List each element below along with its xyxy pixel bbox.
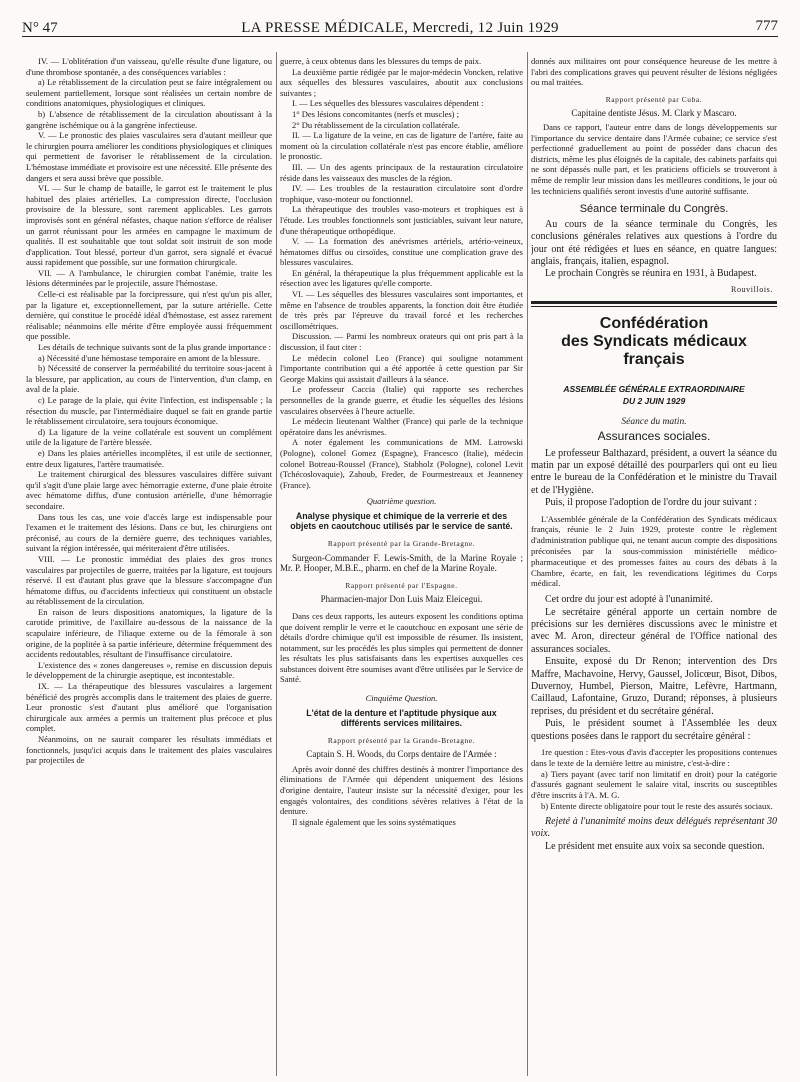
paragraph: En général, la thérapeutique la plus fréquemment applicable est la résection avec les ligatures qu'elle comporte. [280, 267, 523, 289]
paragraph: b) L'absence de rétablissement de la circulation aboutissant à la gangrène ischémique ou à la gangrène infectieuse. [26, 108, 272, 130]
report-author: Capitaine dentiste Jésus. M. Clark y Mascaro. [571, 108, 737, 119]
page-number: 777 [755, 18, 778, 34]
paragraph: En raison de leurs dispositions anatomiques, la ligature de la carotide primitive, de l'axillaire au-dessous de la naissance de la scapulaire inférieure, de l'iliaque externe ou de la fémorale à son origine, de la poplitée à sa partie inférieure, détermine fréquemment des accidents redoutables, résultant de l'insuffisance circulatoire. [26, 606, 272, 660]
paragraph: III. — Un des agents principaux de la restauration circulatoire réside dans les vaisseaux des muscles de la région. [280, 161, 523, 183]
section-heading: Assurances sociales. [597, 428, 711, 443]
report-origin: Rapport présenté par Cuba. [605, 94, 703, 104]
column-1 [26, 56, 272, 1074]
paragraph: IV. — Les troubles de la restauration circulatoire sont d'ordre trophique, vaso-moteur ou fonctionnel. [280, 183, 523, 204]
paragraph: Le professeur Caccia (Italie) qui rapporte ses recherches personnelles de la grande guerre, et étudie les séquelles des lésions vasculaires observées à l'heure actuelle. [280, 384, 523, 416]
motion-text: L'Assemblée générale de la Confédération des Syndicats médicaux français, réunie le 2 Juin 1929, proteste contre le règlement d'administration publique qui, ne tenant aucun compte des dispositions préconisées par la sous-commission ministérielle médico-pharmaceutique et des promesses faites au cours des débats à la Chambre, écarte, en fait, les revendications légitimes du Corps médical. [531, 513, 777, 589]
paragraph: Le médecin lieutenant Walther (France) qui parle de la technique opératoire dans les anévrismes. [280, 416, 523, 437]
journal-title: LA PRESSE MÉDICALE, Mercredi, 12 Juin 1929 [241, 20, 559, 36]
paragraph: Néanmoins, on ne saurait comparer les résultats immédiats et fonctionnels, jusqu'ici acquis dans le traitement des plaies vasculaires par projectiles de [26, 734, 272, 766]
paragraph: Le médecin colonel Leo (France) qui souligne notamment l'importante contribution qui a été apportée à cette question par Sir George Makins qui assistait d'ailleurs à la séance. [280, 352, 523, 384]
paragraph: Celle-ci est réalisable par la forcipressure, qui n'est qu'un pis aller, par la ligature et, exceptionnellement, par la suture artérielle. Cette dernière, qui constitue le procédé idéal d'hémostase, est assez rarement réalisable; néanmoins elle mérite d'être employée aussi fréquemment que possible. [26, 289, 272, 342]
paragraph: Dans tous les cas, une voie d'accès large est indispensable pour l'examen et le traitement des lésions. Dans ce but, les chirurgiens ont préconisé, au cours de la dernière guerre, des techniques variables, suivant la région intéressée, qui mériteraient d'être utilisées. [26, 511, 272, 554]
assembly-date: DU 2 JUIN 1929 [622, 396, 686, 407]
paragraph: L'existence des « zones dangereuses », remise en discussion depuis le développement de la chirurgie aseptique, est incontestable. [26, 659, 272, 681]
paragraph: II. — La ligature de la veine, en cas de ligature de l'artère, faite au moment où la circulation collatérale n'est pas encore établie, améliore le pronostic. [280, 130, 523, 162]
paragraph: a) Le rétablissement de la circulation peut se faire intégralement ou seulement partiellement, lorsque sont réalisées un certain nombre de conditions anatomiques, physiologiques et cliniques. [26, 77, 272, 109]
paragraph: A noter également les communications de MM. Latrowski (Pologne), colonel Gomez (Espagne), Francesco (Italie), médecin colonel Botreau-Roussel (France), Stabholz (Pologne), colonel Levit (Tchécoslovaquie), Zahoub, Freder, de Fourmestreaux et Jeanneney (France). [280, 437, 523, 490]
paragraph: Dans ces deux rapports, les auteurs exposent les conditions optima que doivent remplir le verre et le caoutchouc en exposant une série de détails d'ordre chimique qu'il est impossible de résumer. Ils insistent, notamment, sur les procédés les plus simples qui permettent de donner les résultats les plus satisfaisants dans les expertises auxquelles ces substances doivent être soumises avant d'être utilisées par le Service de Santé. [280, 610, 523, 685]
report-author: Pharmacien-major Don Luis Maiz Eleicegui. [320, 594, 483, 605]
paragraph: Les détails de technique suivants sont de la plus grande importance : [38, 342, 271, 353]
paragraph: VI. — Sur le champ de bataille, le garrot est le traitement le plus habituel des plaies artérielles. La compression directe, l'occlusion provisoire de la blessure, sont rarement applicables. Les garrots improvisés sont en général néfastes, chaque nation s'efforce de réaliser un garrot réunissant pour les armées en campagne le maximum de qualités. Il est souhaitable que tout soldat soit instruit de son mode d'application. Tout blessé, porteur d'un garrot, sera signalé et évacué aussi rapidement que possible, sur une formation chirurgicale. [26, 183, 272, 268]
session-label: Séance du matin. [621, 417, 687, 428]
report-author: Surgeon-Commander F. Lewis-Smith, de la Marine Royale ; Mr. P. Hooper, M.B.E., pharm. en chef de la Marine Royale. [280, 552, 523, 574]
paragraph: guerre, à ceux obtenus dans les blessures du temps de paix. [280, 56, 482, 66]
column-2 [280, 56, 523, 1074]
section-heading: Analyse physique et chimique de la verrerie et des objets en caoutchouc utilisés par le service de santé. [290, 510, 513, 532]
paragraph: Discussion. — Parmi les nombreux orateurs qui ont pris part à la discussion, il faut citer : [280, 331, 523, 353]
assembly-heading: ASSEMBLÉE GÉNÉRALE EXTRAORDINAIRE [563, 384, 745, 395]
vote-result: Rejeté à l'unanimité moins deux délégués représentant 30 voix. [531, 815, 777, 840]
question-option: b) Entente directe obligatoire pour tout le reste des assurés sociaux. [541, 801, 773, 811]
paragraph: c) Le parage de la plaie, qui évite l'infection, est indispensable ; la résection du muscle, par l'intermédiaire duquel se fait en grande partie le rétablissement circulatoire, sera toujours économique. [26, 395, 272, 427]
page-header [22, 6, 778, 37]
column-divider [527, 52, 528, 1076]
question-label: Cinquième Question. [365, 693, 438, 704]
paragraph: a) Nécessité d'une hémostase temporaire en amont de la blessure. [38, 352, 260, 363]
paragraph: b) Nécessité de conserver la perméabilité du territoire sous-jacent à la blessure, par application, au cours de l'intervention, d'un clamp, en aval de la plaie. [26, 363, 272, 395]
paragraph: 1° Des lésions concomitantes (nerfs et muscles) ; [292, 108, 459, 119]
paragraph: Cet ordre du jour est adopté à l'unanimité. [545, 594, 713, 606]
section-heading: Séance terminale du Congrès. [579, 203, 729, 216]
paragraph: V. — Le pronostic des plaies vasculaires sera d'autant meilleur que le chirurgien pourra améliorer les conditions physiologiques et cliniques qui permettent de favoriser le rétablissement de la circulation. L'hémostase immédiate et provisoire est une nécessité. Elle présente des dangers et sera aussi brève que possible. [26, 130, 272, 183]
question-option: a) Tiers payant (avec tarif non limitatif en droit) pour la catégorie d'assurés gagnant seulement le salaire vital, inscrits ou susceptibles d'être inscrits à l'A. M. G. [531, 768, 777, 801]
issue-number: N° 47 [22, 20, 58, 36]
question-text: 1re question : Etes-vous d'avis d'accepter les propositions contenues dans le texte de la dernière lettre au ministre, c'est-à-dire : [531, 747, 777, 768]
paragraph: d) La ligature de la veine collatérale est souvent un complément utile de la ligature de l'artère blessée. [26, 426, 272, 448]
paragraph: Après avoir donné des chiffres destinés à montrer l'importance des éliminations de l'Armée qui dépendent uniquement des lésions d'origine dentaire, l'auteur insiste sur la nécessité d'exiger, pour les engagés volontaires, des conditions sévères relatives à l'état de la denture. [280, 763, 523, 817]
paragraph: I. — Les séquelles des blessures vasculaires dépendent : [292, 98, 484, 109]
paragraph: Dans ce rapport, l'auteur entre dans de longs développements sur l'importance du service dentaire dans l'Armée cubaine; ce service s'est perfectionné graduellement au point de posséder dans chacun des districts, même les plus éloignés de la capitale, des cabinets parfaits qui ne sont dépassés nulle part, et les praticiens officiels se trouveront à même de remplir leur mission dans les meilleures conditions, le jour où les techniciens qualifiés seront investis d'une autorité suffisante. [531, 121, 777, 196]
paragraph: Il signale également que les soins systématiques [292, 816, 456, 827]
paragraph: La thérapeutique des troubles vaso-moteurs et trophiques est à l'étude. Les troubles fonctionnels sont justiciables, suivant leur nature, d'une thérapeutique orthopédique. [280, 204, 523, 236]
paragraph: Au cours de la séance terminale du Congrès, les conclusions générales relatives aux questions à l'ordre du jour ont été rédigées et lues en séance, en quatre langues: anglais, français, italien, espagnol. [531, 218, 777, 267]
paragraph: Le professeur Balthazard, président, a ouvert la séance du matin par un exposé détaillé des pourparlers qui ont eu lieu entre le bureau de la Confédération et le ministre du Travail et de l'Hygiène. [531, 447, 777, 496]
paragraph: IV. — L'oblitération d'un vaisseau, qu'elle résulte d'une ligature, ou d'une thrombose spontanée, a des conséquences variables : [26, 56, 272, 77]
divider [531, 301, 777, 304]
column-3 [531, 56, 777, 1074]
question-label: Quatrième question. [366, 496, 437, 507]
article-subtitle: des Syndicats médicaux français [561, 333, 747, 369]
paragraph: VII. — A l'ambulance, le chirurgien combat l'anémie, traite les lésions déterminées par le projectile, assure l'hémostase. [26, 267, 272, 289]
paragraph: 2° Du rétablissement de la circulation collatérale. [292, 119, 460, 130]
paragraph: Le prochain Congrès se réunira en 1931, à Budapest. [545, 268, 757, 280]
report-origin: Rapport présenté par la Grande-Bretagne. [327, 735, 476, 745]
paragraph: V. — La formation des anévrismes artériels, artério-veineux, hématomes diffus ou cirsoïdes, constitue une complication grave des blessures vasculaires. [280, 236, 523, 268]
report-origin: Rapport présenté par l'Espagne. [345, 580, 458, 590]
paragraph: Puis, il propose l'adoption de l'ordre du jour suivant : [545, 497, 757, 509]
report-origin: Rapport présenté par la Grande-Bretagne. [327, 538, 476, 548]
paragraph: La deuxième partie rédigée par le major-médecin Voncken, relative aux séquelles des blessures vasculaires, aboutit aux conclusions suivantes ; [280, 66, 523, 98]
paragraph: Le secrétaire général apporte un certain nombre de précisions sur les dernières discussions avec le ministre et avec M. Aron, directeur général de l'Office national des assurances sociales. [531, 606, 777, 655]
section-heading: L'état de la denture et l'aptitude physique aux différents services militaires. [306, 707, 497, 729]
paragraph: e) Dans les plaies artérielles incomplètes, il est utile de sectionner, entre deux ligatures, l'artère traumatisée. [26, 447, 272, 469]
signature: Rouvillois. [731, 284, 773, 294]
paragraph: IX. — La thérapeutique des blessures vasculaires a largement bénéficié des progrès accomplis dans le traitement des plaies de guerre. Leur pronostic s'est d'autant plus amélioré que l'organisation chirurgicale aux armées a permis un traitement plus précoce et plus complet. [26, 681, 272, 734]
paragraph: Ensuite, exposé du Dr Renon; intervention des Drs Maffre, Machavoine, Hervy, Gaussel, Jolicœur, Bisot, Dibos, Duvernoy, Humbel, Pierson, Maitre, Lefèvre, Hartmann, Caillaud, Lafontaine, Gruzo, Durand; réponses, à plusieurs reprises, du président et du secrétaire général. [531, 656, 777, 717]
report-author: Captain S. H. Woods, du Corps dentaire de l'Armée : [306, 749, 497, 760]
article-title: Confédération [599, 315, 709, 333]
paragraph: Le président met ensuite aux voix sa seconde question. [545, 840, 765, 852]
divider [531, 306, 777, 307]
paragraph: donnés aux militaires ont pour conséquence heureuse de les mettre à l'abri des complications graves qui peuvent résulter de lésions négligées ou mal traitées. [531, 56, 777, 88]
paragraph: Le traitement chirurgical des blessures vasculaires diffère suivant qu'il s'agit d'une plaie large avec hémorragie externe, d'une plaie étroite avec hématome diffus, d'une contusion artérielle, d'une hémorragie secondaire. [26, 469, 272, 511]
column-divider [276, 52, 277, 1076]
paragraph: VI. — Les séquelles des blessures vasculaires sont importantes, et même en l'absence de troubles apparents, la fonction doit être étudiée de très près par l'épreuve du travail forcé et les recherches oscillométriques. [280, 289, 523, 331]
paragraph: Puis, le président soumet à l'Assemblée les deux questions posées dans le rapport du secrétaire général : [531, 718, 777, 742]
paragraph: VIII. — Le pronostic immédiat des plaies des gros troncs vasculaires par projectiles de guerre, traitées par la ligature, est toujours réservé. Il est d'autant plus grave que la blessure s'accompagne d'un hématome diffus, ou d'accidents infectieux qui constituent un obstacle au rétablissement de la circulation. [26, 553, 272, 607]
